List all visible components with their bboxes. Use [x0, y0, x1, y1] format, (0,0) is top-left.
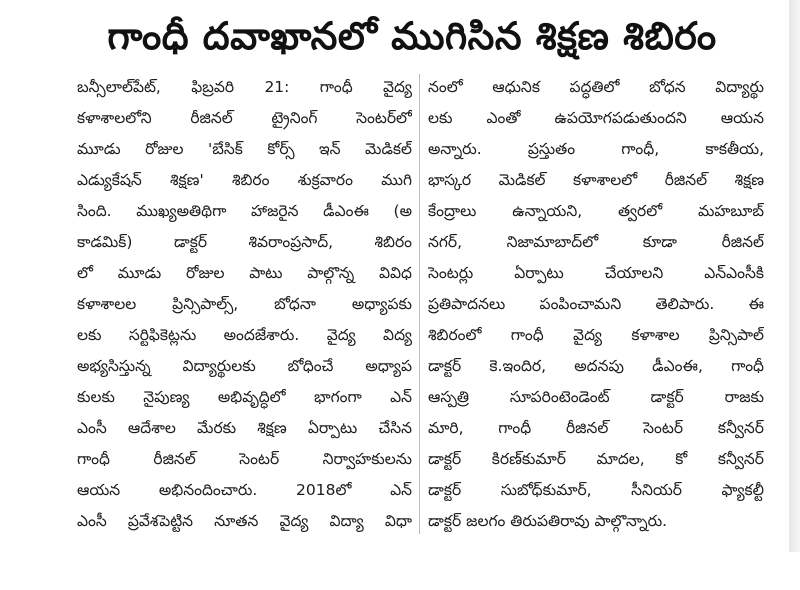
text-line: భాస్కర మెడికల్ కళాశాలలో రీజినల్ శిక్షణ	[428, 171, 764, 189]
text-line: ఎంసీ ప్రవేశపెట్టిన నూతన వైద్య విద్యా విధా	[77, 512, 412, 530]
text-line: మారి, గాంధీ రీజినల్ సెంటర్ కన్వీనర్	[428, 419, 764, 437]
text-line: డాక్టర్ సుబోధ్‌కుమార్, సీనియర్ ఫ్యాకల్టీ	[428, 481, 764, 499]
text-line: ఆస్పత్రి సూపరింటెండెంట్ డాక్టర్ రాజకు	[428, 388, 764, 406]
text-line: లో మూడు రోజుల పాటు పాల్గొన్న వివిధ	[77, 264, 412, 282]
text-line: ఎంసీ ఆదేశాల మేరకు శిక్షణ ఏర్పాటు చేసిన	[77, 419, 412, 437]
text-line: గాంధీ రీజినల్ సెంటర్ నిర్వాహకులను	[77, 450, 412, 468]
text-line: శిబిరంలో గాంధీ వైద్య కళాశాల ప్రిన్సిపాల్	[428, 326, 764, 344]
text-line: నగర్, నిజామాబాద్‌లో కూడా రీజినల్	[428, 233, 764, 251]
text-line: బన్సీలాల్‌పేట్, ఫిబ్రవరి 21: గాంధీ వైద్య	[77, 78, 412, 96]
text-line: కేంద్రాలు ఉన్నాయని, త్వరలో మహబూబ్	[428, 202, 764, 220]
text-line: సింది. ముఖ్యఅతిథిగా హాజరైన డీఎంఈ (అ	[77, 202, 412, 220]
page-bottom-margin	[0, 552, 800, 590]
text-line: లకు ఎంతో ఉపయోగపడుతుందని ఆయన	[428, 109, 764, 127]
text-line: లకు సర్టిఫికెట్లను అందజేశారు. వైద్య విద్య	[77, 326, 412, 344]
text-line: డాక్టర్ కిరణ్‌కుమార్ మాదల, కో కన్వీనర్	[428, 450, 764, 468]
text-line: అన్నారు. ప్రస్తుతం గాంధీ, కాకతీయ,	[428, 140, 764, 158]
text-line: ప్రతిపాదనలు పంపించామని తెలిపారు. ఈ	[428, 295, 764, 313]
text-line: ఆయన అభినందించారు. 2018లో ఎన్	[77, 481, 412, 499]
page-edge-shadow	[789, 0, 800, 560]
text-line: కులకు నైపుణ్య అభివృద్ధిలో భాగంగా ఎన్	[77, 388, 412, 406]
column-divider	[419, 74, 420, 534]
text-line: సెంటర్లు ఏర్పాటు చేయాలని ఎన్ఎంసీకి	[428, 264, 764, 282]
text-line: ఎడ్యుకేషన్ శిక్షణ' శిబిరం శుక్రవారం ముగి	[77, 171, 412, 189]
text-line: కళాశాలల ప్రిన్సిపాల్స్, బోధనా అధ్యాపకు	[77, 295, 412, 313]
text-line: డాక్టర్ కె.ఇందిర, అదనపు డీఎంఈ, గాంధీ	[428, 357, 764, 375]
left-column	[77, 72, 412, 542]
text-line: కళాశాలలోని రీజినల్ ట్రైనింగ్ సెంటర్‌లో	[77, 109, 412, 127]
text-line: డాక్టర్ జలగం తిరుపతిరావు పాల్గొన్నారు.	[428, 512, 668, 530]
right-column	[428, 72, 764, 542]
text-line: అభ్యసిస్తున్న విద్యార్థులకు బోధించే అధ్యాప	[77, 357, 412, 375]
text-line: నంలో ఆధునిక పద్ధతిలో బోధన విద్యార్థు	[428, 78, 764, 96]
headline: గాంధీ దవాఖానలో ముగిసిన శిక్షణ శిబిరం	[107, 14, 717, 58]
text-line: మూడు రోజుల 'బేసిక్ కోర్స్ ఇన్ మెడికల్	[77, 140, 412, 158]
text-line: కాడమిక్) డాక్టర్ శివరాంప్రసాద్, శిబిరం	[77, 233, 412, 251]
